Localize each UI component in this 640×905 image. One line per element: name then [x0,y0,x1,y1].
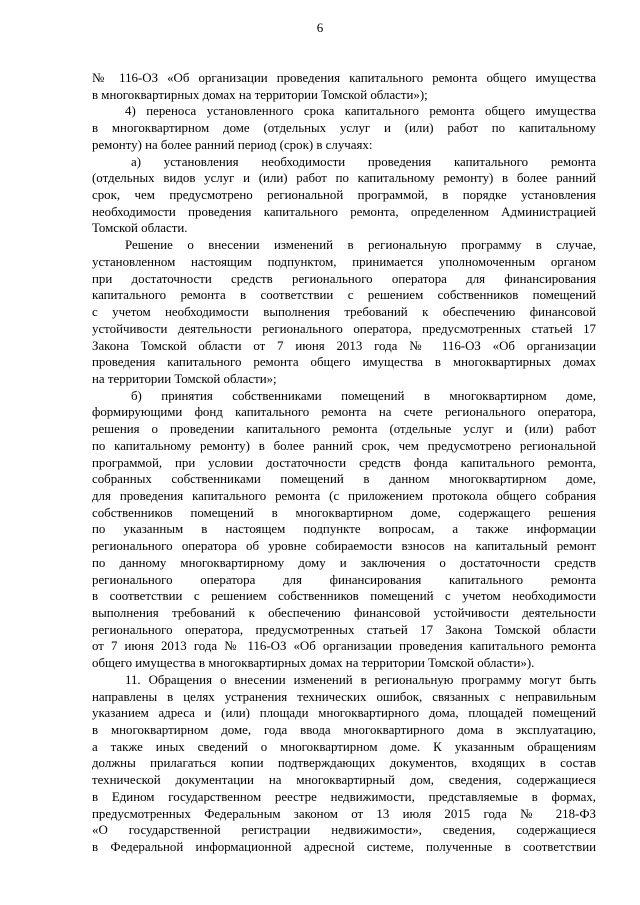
text-line: (отдельных видов услуг и (или) работ по капитальному ремонту) в более ранний [92,171,596,186]
text-line: а) установления необходимости проведения капитального ремонта [131,154,596,169]
text-line: 11. Обращения о внесении изменений в региональную программу могут быть [125,672,596,687]
text-line: при достаточности средств регионального оператора для финансирования [92,271,596,286]
text-line: «О государственной регистрации недвижимости», сведения, содержащиеся [92,823,596,838]
text-line: Закона Томской области от 7 июня 2013 года № 116-ОЗ «Об организации [92,338,596,353]
text-line: регионального оператора, предусмотренных статьей 17 Закона Томской области [92,622,596,637]
text-line: указанием адреса и (или) площади многоквартирного дома, площадей помещений [92,706,596,721]
text-line: программой, при условии достаточности средств фонда капитального ремонта, [92,455,596,470]
text-line: общего имущества в многоквартирных домах на территории Томской области»). [92,656,535,671]
text-line: формирующими фонд капитального ремонта на счете регионального оператора, [92,405,596,420]
page-number: 6 [316,20,324,35]
body-text [92,70,596,856]
text-line: Решение о внесении изменений в региональную программу в случае, [125,238,596,253]
text-line: собранных собственниками помещений в данном многоквартирном доме, [92,472,596,487]
text-line: по капитальному ремонту) в более ранний срок, чем предусмотрено региональной [92,438,596,453]
text-line: выполнения требований к обеспечению финансовой устойчивости деятельности [92,606,596,620]
text-line: предусмотренных Федеральным законом от 13 июля 2015 года № 218-ФЗ [92,806,596,821]
text-line: а также иных сведений о многоквартирном доме. К указанным обращениям [92,739,596,754]
text-line: с учетом необходимости выполнения требований к обеспечению финансовой [92,305,596,320]
text-line: от 7 июня 2013 года № 116-ОЗ «Об организации проведения капитального ремонта [92,639,596,654]
text-line: на территории Томской области»; [92,371,277,386]
text-line: по указанным в настоящем подпункте вопросам, а также информации [92,522,596,537]
text-line: в Едином государственном реестре недвижимости, представляемые в формах, [92,789,596,804]
text-line: в многоквартирном доме (отдельных услуг и (или) работ по капитальному [92,121,596,136]
text-line: установленном настоящим подпунктом, принимается уполномоченным органом [92,254,596,269]
text-line: решения о проведении капитального ремонта (отдельные услуг и (или) работ [92,422,596,437]
text-line: регионального оператора для финансирования капитального ремонта [92,572,596,587]
text-line: в соответствии с решением собственников помещений с учетом необходимости [92,589,596,604]
text-line: 4) переноса установленного срока капитального ремонта общего имущества [125,104,596,119]
text-line: срок, чем предусмотрено региональной программой, в порядке установления [92,188,596,203]
text-line: б) принятия собственниками помещений в многоквартирном доме, [131,388,596,403]
text-line: технической документации на многоквартирный дом, сведения, содержащиеся [92,773,596,788]
text-line: в многоквартирных домах на территории Томской области»); [92,87,428,102]
text-line: собственников помещений в многоквартирном доме, содержащего решения [92,505,596,520]
text-line: для проведения капитального ремонта (с приложением протокола общего собрания [92,488,596,503]
text-line: направлены в целях устранения технических ошибок, связанных с неправильным [92,689,596,704]
text-line: ремонту) на более ранний период (срок) в случаях: [92,137,373,152]
text-line: необходимости проведения капитального ремонта, определенном Администрацией [92,204,596,219]
text-line: в многоквартирном доме, года ввода многоквартирного дома в эксплуатацию, [92,723,596,738]
text-line: в Федеральной информационной адресной системе, полученные в соответствии [92,840,596,855]
text-line: Томской области. [92,221,188,236]
text-line: устойчивости деятельности регионального оператора, предусмотренных статьей 17 [92,321,596,336]
text-line: проведения капитального ремонта общего имущества в многоквартирных домах [92,355,596,370]
text-line: № 116-ОЗ «Об организации проведения капитального ремонта общего имущества [92,71,596,85]
text-line: должны прилагаться копии подтверждающих документов, входящих в состав [92,756,596,771]
text-line: капитального ремонта в соответствии с решением собственников помещений [92,288,596,303]
text-line: регионального оператора об уровне собираемости взносов на капитальный ремонт [92,539,596,554]
text-line: по данному многоквартирному дому и заключения о достаточности средств [92,555,596,570]
